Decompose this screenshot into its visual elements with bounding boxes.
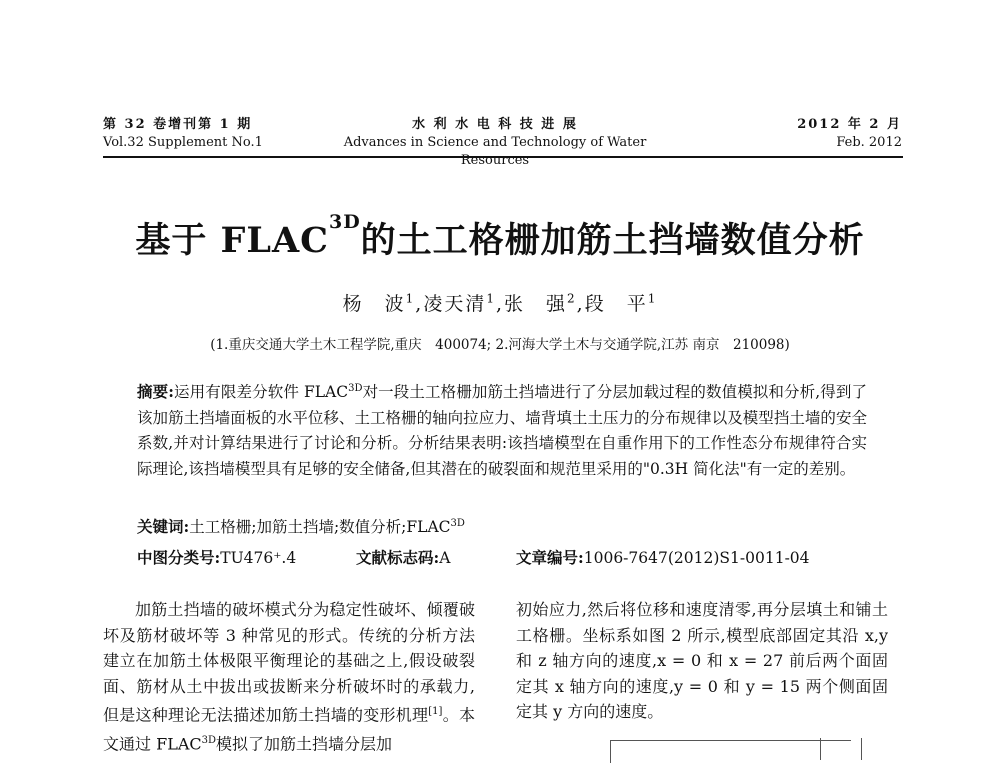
- article-number: [516, 546, 810, 568]
- volume-zh: 第 32 卷增刊第 1 期: [103, 117, 253, 132]
- doc-value: A: [439, 549, 451, 567]
- body-paragraph: [103, 597, 475, 757]
- journal-name-en: Advances in Science and Technology of Water Resources: [343, 135, 647, 168]
- date-en: Feb. 2012: [836, 135, 902, 150]
- keywords-label: 关键词:: [137, 517, 190, 536]
- body-text-3: 模拟了加筋土挡墙分层加: [216, 734, 393, 754]
- journal-name: [320, 116, 670, 170]
- author-name: 杨 波: [342, 293, 406, 315]
- journal-name-zh: 水 利 水 电 科 技 进 展: [412, 117, 578, 132]
- author-affil-mark: 1: [405, 291, 416, 306]
- journal-date: [797, 116, 902, 152]
- date-zh: 2012 年 2 月: [797, 117, 902, 132]
- doc-label: 文献标志码:: [356, 548, 440, 567]
- body-sup: 3D: [201, 734, 217, 746]
- author-name: 张 强: [504, 293, 568, 315]
- article-value: 1006-7647(2012)S1-0011-04: [583, 549, 810, 567]
- journal-volume: [103, 116, 263, 152]
- abstract: [137, 376, 867, 482]
- keywords-sup: 3D: [450, 517, 465, 529]
- abstract-label: 摘要:: [137, 382, 174, 402]
- author-affil-mark: 1: [647, 291, 658, 306]
- author-affil-mark: 1: [486, 291, 496, 306]
- citation-ref: [1]: [428, 706, 443, 717]
- affiliations: (1.重庆交通大学土木工程学院,重庆 400074; 2.河海大学土木与交通学院,江苏 南京 210098): [210, 337, 790, 353]
- clc-value: TU476⁺.4: [220, 549, 297, 567]
- body-column-left: [103, 597, 475, 757]
- body-column-right: [516, 597, 888, 725]
- author-list: 杨 波$^1$,凌天清$^1$,张 强$^2$,段 平$^1$: [342, 291, 658, 315]
- header-rule: [103, 156, 903, 158]
- clc-code: [137, 546, 296, 568]
- volume-en: Vol.32 Supplement No.1: [103, 135, 263, 150]
- author-name: 凌天清: [423, 293, 487, 315]
- title-sup: 3D: [328, 211, 361, 233]
- keywords-text: 土工格栅;加筋土挡墙;数值分析;FLAC: [189, 518, 451, 536]
- author-affil-mark: 2: [567, 291, 577, 306]
- article-label: 文章编号:: [516, 548, 584, 567]
- title-part2: 的土工格栅加筋土挡墙数值分析: [360, 220, 865, 261]
- title-part1: 基于 FLAC: [135, 220, 329, 261]
- keywords: [137, 515, 867, 537]
- author-name: 段 平: [584, 293, 648, 315]
- clc-label: 中图分类号:: [137, 548, 221, 567]
- abstract-text-2: 对一段土工格栅加筋土挡墙进行了分层加载过程的数值模拟和分析,得到了该加筋土挡墙面板的水平位移、土工格栅的轴向拉应力、墙背填土土压力的分布规律以及模型挡土墙的安全系数,并对计算结果进行了讨论和分析。分析结果表明:该挡墙模型在自重作用下的工作性态分布规律符合实际理论,该挡墙模型具有足够的安全储备,但其潜在的破裂面和规范里采用的"0.3H 简化法"有一定的差别。: [137, 383, 867, 478]
- paper-title: [60, 213, 940, 263]
- body-paragraph: 初始应力,然后将位移和速度清零,再分层填土和铺土工格栅。坐标系如图 2 所示,模型底部固定其沿 x,y 和 z 轴方向的速度,x = 0 和 x = 27 前后两个面固定其 x 轴方向的速度,y = 0 和 y = 15 两个侧面固定其 y 方向的速度。: [516, 600, 888, 721]
- abstract-sup: 3D: [348, 383, 363, 394]
- figure-fragment-arrows: [820, 738, 862, 760]
- body-text-2: 。本文通过 FLAC: [103, 705, 475, 754]
- abstract-text-1: 运用有限差分软件 FLAC: [173, 383, 349, 402]
- body-text-1: 加筋土挡墙的破坏模式分为稳定性破坏、倾覆破坏及筋材破坏等 3 种常见的形式。传统的分析方法建立在加筋土体极限平衡理论的基础之上,假设破裂面、筋材从土中拔出或拔断来分析破坏时的承载力,但是这种理论无法描述加筋土挡墙的变形机理: [103, 600, 475, 725]
- document-code: [356, 546, 450, 568]
